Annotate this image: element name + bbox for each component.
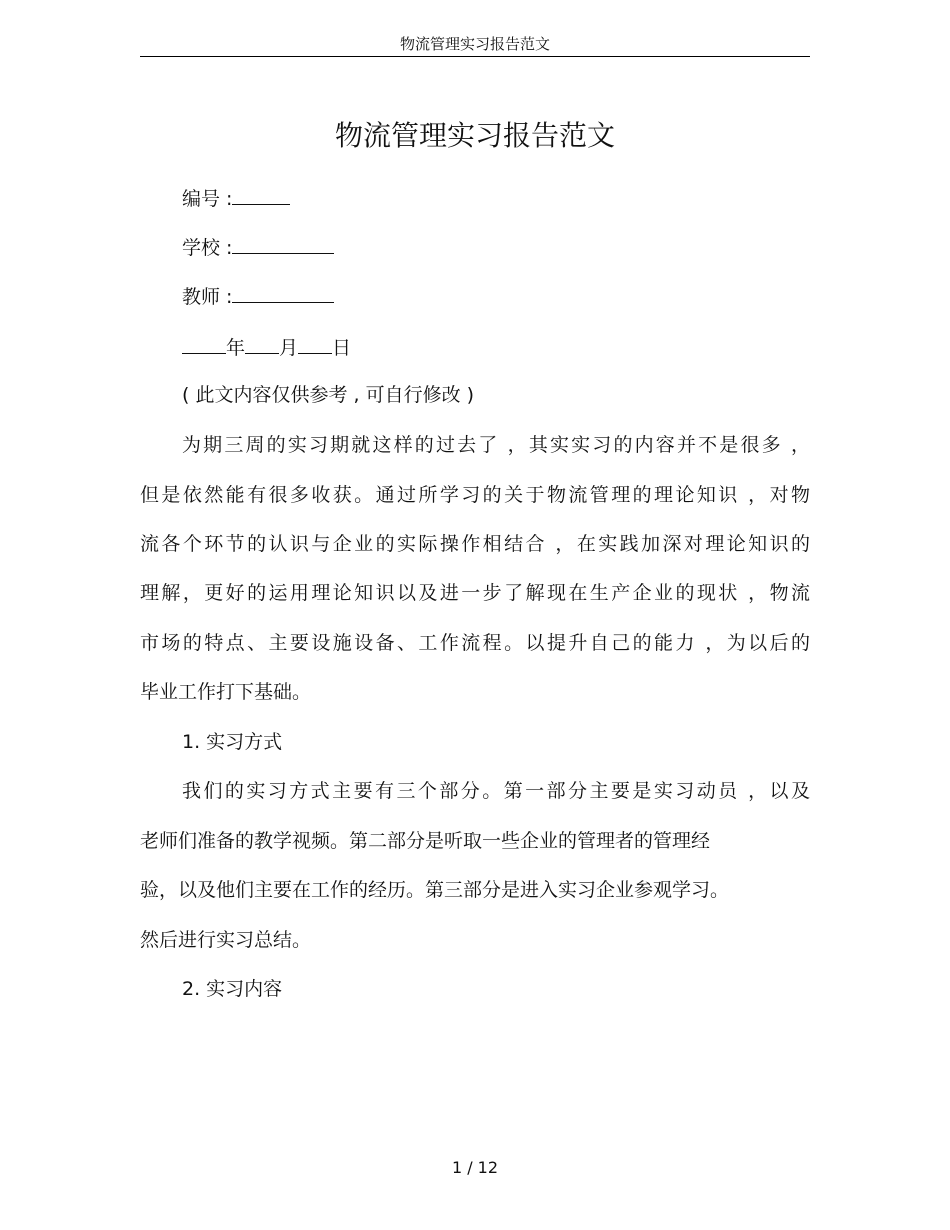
school-field [182,233,810,263]
intro-line-2: 但是依然能有很多收获。通过所学习的关于物流管理的理论知识 ，对物 [140,484,810,506]
section-1-line-1: 我们的实习方式主要有三个部分。第一部分主要是实习动员 ，以及 [182,780,810,802]
reference-note: ( 此文内容仅供参考 , 可自行修改 ) [182,384,475,406]
teacher-field [182,282,810,312]
intro-line-3: 流各个环节的认识与企业的实际操作相结合 ，在实践加深对理论知识的 [140,533,810,555]
month-blank [245,333,279,354]
intro-line-6: 毕业工作打下基础。 [140,681,312,703]
year-blank [182,333,226,354]
page-number: 1 / 12 [451,1158,499,1177]
section-1-line-2: 老师们准备的教学视频。第二部分是听取一些企业的管理者的管理经 [140,830,711,852]
number-field [182,184,810,214]
section-1-line-3: 验，以及他们主要在工作的经历。第三部分是进入实习企业参观学习。 [140,879,730,901]
section-2-heading: 2. 实习内容 [182,978,283,1000]
intro-line-4: 理解，更好的运用理论知识以及进一步了解现在生产企业的现状 ，物流 [140,582,810,604]
school-label: 学校 : [182,237,233,259]
header-rule [140,56,810,57]
number-label: 编号 : [182,188,233,210]
running-header: 物流管理实习报告范文 [399,35,550,53]
day-label: 日 [332,337,352,359]
intro-line-5: 市场的特点、主要设施设备、工作流程。以提升自己的能力 ，为以后的 [140,632,810,654]
school-blank [232,233,334,254]
teacher-label: 教师 : [182,286,233,308]
teacher-blank [232,282,334,303]
date-field [182,333,810,363]
month-label: 月 [279,337,299,359]
day-blank [298,333,332,354]
number-blank [232,184,290,205]
intro-line-1: 为期三周的实习期就这样的过去了 ，其实实习的内容并不是很多 ， [182,434,810,456]
section-1-line-4: 然后进行实习总结。 [140,929,312,951]
section-1-heading: 1. 实习方式 [182,731,283,753]
document-title: 物流管理实习报告范文 [334,119,615,152]
year-label: 年 [226,337,246,359]
